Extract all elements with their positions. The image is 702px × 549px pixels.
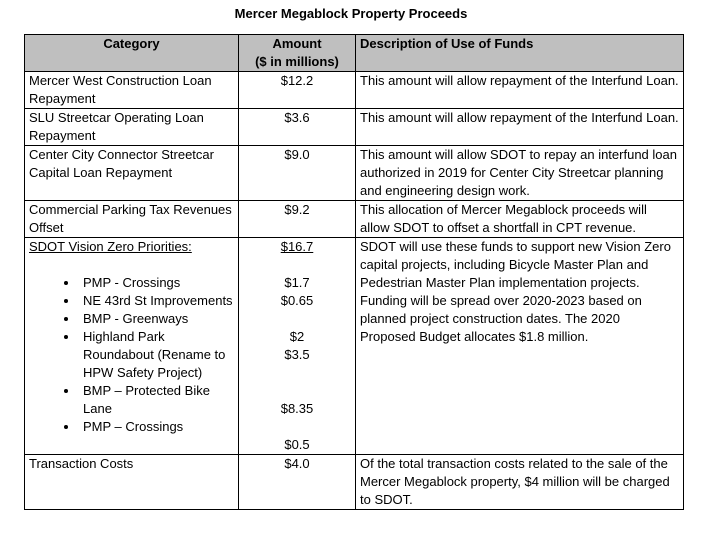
- item-amount: $1.7: [284, 275, 310, 290]
- vision-zero-description: SDOT will use these funds to support new Vision Zero capital projects, including Bicycle Master Plan and Pedestrian Master Plan implementation projects. Funding will be spread over 2020-2023 based on planned project construction dates. The 2020 Proposed Budget allocates $1.8 million.: [356, 238, 684, 455]
- table-row: [25, 146, 684, 201]
- row-description: This amount will allow SDOT to repay an interfund loan authorized in 2019 for Center City Streetcar planning and engineering design work.: [356, 146, 684, 201]
- table-row: [25, 455, 684, 510]
- row-category: Transaction Costs: [25, 455, 239, 510]
- row-description: This allocation of Mercer Megablock proceeds will allow SDOT to offset a shortfall in CPT revenue.: [356, 201, 684, 238]
- row-category: Center City Connector Streetcar Capital Loan Repayment: [25, 146, 239, 201]
- header-amount: [239, 35, 356, 72]
- item-amount: $0.65: [280, 293, 314, 308]
- list-item: • BMP – Protected Bike Lane: [79, 382, 234, 418]
- table-row: [25, 72, 684, 109]
- row-amount: $12.2: [239, 72, 356, 109]
- page-title: Mercer Megablock Property Proceeds: [234, 6, 468, 21]
- row-description: Of the total transaction costs related to the sale of the Mercer Megablock property, $4 million will be charged to SDOT.: [356, 455, 684, 510]
- header-description: Description of Use of Funds: [356, 35, 684, 72]
- list-item: • Highland Park Roundabout (Rename to HPW Safety Project): [79, 328, 234, 382]
- row-description: This amount will allow repayment of the Interfund Loan.: [356, 72, 684, 109]
- item-amount: $3.5: [284, 347, 310, 362]
- list-item: • BMP - Greenways: [79, 310, 234, 328]
- table-row: [25, 109, 684, 146]
- list-item: • NE 43rd St Improvements: [79, 292, 234, 310]
- item-amount: $0.5: [284, 437, 310, 452]
- vision-zero-list: [29, 274, 234, 436]
- vision-zero-total: $16.7: [280, 239, 314, 254]
- list-item: • PMP - Crossings: [79, 274, 234, 292]
- row-amount: $4.0: [239, 455, 356, 510]
- header-amount-line2: ($ in millions): [255, 54, 339, 69]
- row-category: Commercial Parking Tax Revenues Offset: [25, 201, 239, 238]
- vision-zero-category-cell: [25, 238, 239, 455]
- row-amount: $3.6: [239, 109, 356, 146]
- table-row: [25, 201, 684, 238]
- item-amount: $2: [289, 329, 305, 344]
- header-category: Category: [25, 35, 239, 72]
- row-category: SLU Streetcar Operating Loan Repayment: [25, 109, 239, 146]
- table-header-row: [25, 35, 684, 72]
- row-category: Mercer West Construction Loan Repayment: [25, 72, 239, 109]
- row-amount: $9.0: [239, 146, 356, 201]
- row-amount: $9.2: [239, 201, 356, 238]
- vision-zero-amount-cell: [239, 238, 356, 455]
- item-amount: $8.35: [280, 401, 314, 416]
- vision-zero-heading: SDOT Vision Zero Priorities:: [29, 239, 192, 254]
- row-description: This amount will allow repayment of the Interfund Loan.: [356, 109, 684, 146]
- list-item: • PMP – Crossings: [79, 418, 234, 436]
- table-row-vision-zero: [25, 238, 684, 455]
- header-amount-line1: Amount: [272, 36, 322, 51]
- proceeds-table: [24, 34, 684, 510]
